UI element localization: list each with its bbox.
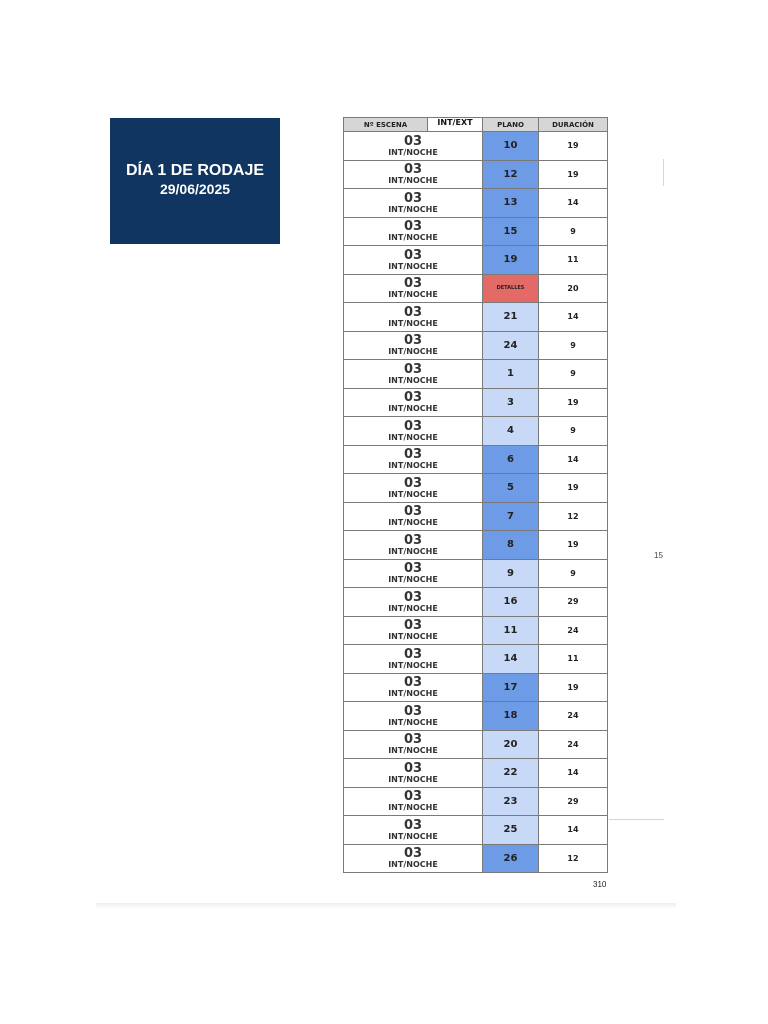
scene-int-ext: INT/NOCHE (388, 347, 438, 357)
scene-int-ext: INT/NOCHE (388, 603, 438, 613)
scene-cell (344, 616, 483, 645)
duration-cell: 9 (539, 559, 608, 588)
plano-cell: 17 (483, 673, 539, 702)
scene-number: 03 (403, 162, 423, 178)
plano-cell: 1 (483, 360, 539, 389)
scene-number: 03 (403, 618, 423, 634)
scene-int-ext: INT/NOCHE (388, 518, 438, 528)
header-int-ext: INT/EXT (428, 118, 483, 132)
duration-cell: 19 (539, 531, 608, 560)
day-date: 29/06/2025 (159, 181, 231, 197)
scene-number: 03 (403, 532, 423, 548)
scene-cell (344, 189, 483, 218)
duration-cell: 9 (539, 417, 608, 446)
scene-number: 03 (403, 133, 423, 149)
scene-number: 03 (403, 390, 423, 406)
margin-line (609, 819, 664, 820)
plano-cell: 6 (483, 445, 539, 474)
plano-cell: 15 (483, 217, 539, 246)
scene-cell (344, 331, 483, 360)
schedule-body (344, 132, 608, 873)
scene-number: 03 (403, 475, 423, 491)
scene-int-ext: INT/NOCHE (388, 746, 438, 756)
scene-int-ext: INT/NOCHE (388, 404, 438, 414)
scene-int-ext: INT/NOCHE (388, 803, 438, 813)
scene-number: 03 (403, 703, 423, 719)
scene-cell (344, 502, 483, 531)
plano-cell: 7 (483, 502, 539, 531)
scene-cell (344, 246, 483, 275)
scene-number: 03 (403, 304, 423, 320)
scene-cell (344, 388, 483, 417)
plano-cell: 12 (483, 160, 539, 189)
table-row (344, 388, 608, 417)
scene-number: 03 (403, 732, 423, 748)
scene-number: 03 (403, 276, 423, 292)
scene-int-ext: INT/NOCHE (388, 575, 438, 585)
scene-number: 03 (403, 361, 423, 377)
scene-cell (344, 360, 483, 389)
scene-cell (344, 274, 483, 303)
margin-mark (663, 159, 664, 186)
plano-cell: 10 (483, 132, 539, 161)
duration-cell: 14 (539, 189, 608, 218)
plano-cell: 4 (483, 417, 539, 446)
table-row (344, 474, 608, 503)
day-title: DÍA 1 DE RODAJE (125, 162, 265, 179)
table-row (344, 502, 608, 531)
scene-number: 03 (403, 504, 423, 520)
scene-number: 03 (403, 247, 423, 263)
plano-cell: 3 (483, 388, 539, 417)
scene-int-ext: INT/NOCHE (388, 432, 438, 442)
plano-cell: DETALLES (483, 274, 539, 303)
table-row (344, 730, 608, 759)
table-row (344, 559, 608, 588)
duration-cell: 14 (539, 759, 608, 788)
plano-cell: 9 (483, 559, 539, 588)
scene-int-ext: INT/NOCHE (388, 489, 438, 499)
plano-cell: 26 (483, 844, 539, 873)
scene-cell (344, 217, 483, 246)
scene-int-ext: INT/NOCHE (388, 318, 438, 328)
duration-cell: 11 (539, 645, 608, 674)
duration-cell: 14 (539, 303, 608, 332)
table-row (344, 303, 608, 332)
header-scene: Nº ESCENA (344, 118, 428, 132)
table-row (344, 759, 608, 788)
scene-int-ext: INT/NOCHE (388, 546, 438, 556)
table-row (344, 274, 608, 303)
scene-cell (344, 702, 483, 731)
scene-int-ext: INT/NOCHE (388, 261, 438, 271)
table-row (344, 217, 608, 246)
table-row (344, 445, 608, 474)
scene-int-ext: INT/NOCHE (388, 831, 438, 841)
scene-number: 03 (403, 219, 423, 235)
duration-cell: 19 (539, 132, 608, 161)
scene-int-ext: INT/NOCHE (388, 290, 438, 300)
scene-cell (344, 559, 483, 588)
duration-cell: 24 (539, 730, 608, 759)
scene-cell (344, 759, 483, 788)
plano-cell: 19 (483, 246, 539, 275)
scene-int-ext: INT/NOCHE (388, 632, 438, 642)
table-row (344, 360, 608, 389)
plano-cell: 13 (483, 189, 539, 218)
scene-int-ext: INT/NOCHE (388, 375, 438, 385)
scene-number: 03 (403, 333, 423, 349)
shooting-schedule-table (343, 117, 608, 873)
table-row (344, 588, 608, 617)
scene-cell (344, 844, 483, 873)
plano-cell: 5 (483, 474, 539, 503)
scene-int-ext: INT/NOCHE (388, 717, 438, 727)
plano-cell: 20 (483, 730, 539, 759)
table-row (344, 331, 608, 360)
scene-int-ext: INT/NOCHE (388, 774, 438, 784)
scene-cell (344, 787, 483, 816)
day-title-box (110, 118, 280, 244)
table-row (344, 246, 608, 275)
scene-number: 03 (403, 589, 423, 605)
duration-cell: 20 (539, 274, 608, 303)
table-row (344, 702, 608, 731)
header-plano: PLANO (483, 118, 539, 132)
header-duration: DURACIÓN (539, 118, 608, 132)
table-header-row (344, 118, 608, 132)
scene-cell (344, 531, 483, 560)
scene-int-ext: INT/NOCHE (388, 660, 438, 670)
scene-cell (344, 645, 483, 674)
duration-cell: 9 (539, 331, 608, 360)
scene-number: 03 (403, 817, 423, 833)
duration-cell: 12 (539, 502, 608, 531)
plano-cell: 25 (483, 816, 539, 845)
duration-cell: 9 (539, 217, 608, 246)
scene-int-ext: INT/NOCHE (388, 860, 438, 870)
scene-int-ext: INT/NOCHE (388, 461, 438, 471)
scene-number: 03 (403, 789, 423, 805)
scene-number: 03 (403, 760, 423, 776)
table-row (344, 673, 608, 702)
scene-cell (344, 474, 483, 503)
total-duration: 310 (593, 880, 607, 889)
scene-cell (344, 417, 483, 446)
side-note: 15 (654, 551, 663, 560)
table-row (344, 645, 608, 674)
scene-int-ext: INT/NOCHE (388, 176, 438, 186)
duration-cell: 29 (539, 787, 608, 816)
table-row (344, 189, 608, 218)
plano-cell: 14 (483, 645, 539, 674)
duration-cell: 19 (539, 160, 608, 189)
duration-cell: 24 (539, 702, 608, 731)
plano-cell: 16 (483, 588, 539, 617)
plano-cell: 22 (483, 759, 539, 788)
scene-int-ext: INT/NOCHE (388, 204, 438, 214)
plano-cell: 23 (483, 787, 539, 816)
duration-cell: 9 (539, 360, 608, 389)
scene-cell (344, 730, 483, 759)
scene-cell (344, 673, 483, 702)
scene-cell (344, 160, 483, 189)
scene-cell (344, 816, 483, 845)
page-shadow (96, 903, 676, 909)
duration-cell: 29 (539, 588, 608, 617)
duration-cell: 19 (539, 474, 608, 503)
table-row (344, 132, 608, 161)
scene-int-ext: INT/NOCHE (388, 233, 438, 243)
duration-cell: 14 (539, 445, 608, 474)
plano-cell: 24 (483, 331, 539, 360)
scene-number: 03 (403, 447, 423, 463)
duration-cell: 24 (539, 616, 608, 645)
duration-cell: 12 (539, 844, 608, 873)
table-row (344, 787, 608, 816)
plano-cell: 18 (483, 702, 539, 731)
scene-number: 03 (403, 846, 423, 862)
scene-number: 03 (403, 646, 423, 662)
scene-int-ext: INT/NOCHE (388, 689, 438, 699)
scene-cell (344, 132, 483, 161)
scene-cell (344, 303, 483, 332)
duration-cell: 19 (539, 673, 608, 702)
table-row (344, 531, 608, 560)
table-row (344, 616, 608, 645)
duration-cell: 14 (539, 816, 608, 845)
scene-number: 03 (403, 675, 423, 691)
scene-cell (344, 445, 483, 474)
table-row (344, 844, 608, 873)
scene-number: 03 (403, 561, 423, 577)
plano-cell: 11 (483, 616, 539, 645)
scene-int-ext: INT/NOCHE (388, 147, 438, 157)
duration-cell: 19 (539, 388, 608, 417)
duration-cell: 11 (539, 246, 608, 275)
table-row (344, 816, 608, 845)
plano-cell: 8 (483, 531, 539, 560)
table-row (344, 417, 608, 446)
scene-number: 03 (403, 418, 423, 434)
table-row (344, 160, 608, 189)
scene-number: 03 (403, 190, 423, 206)
scene-cell (344, 588, 483, 617)
plano-cell: 21 (483, 303, 539, 332)
